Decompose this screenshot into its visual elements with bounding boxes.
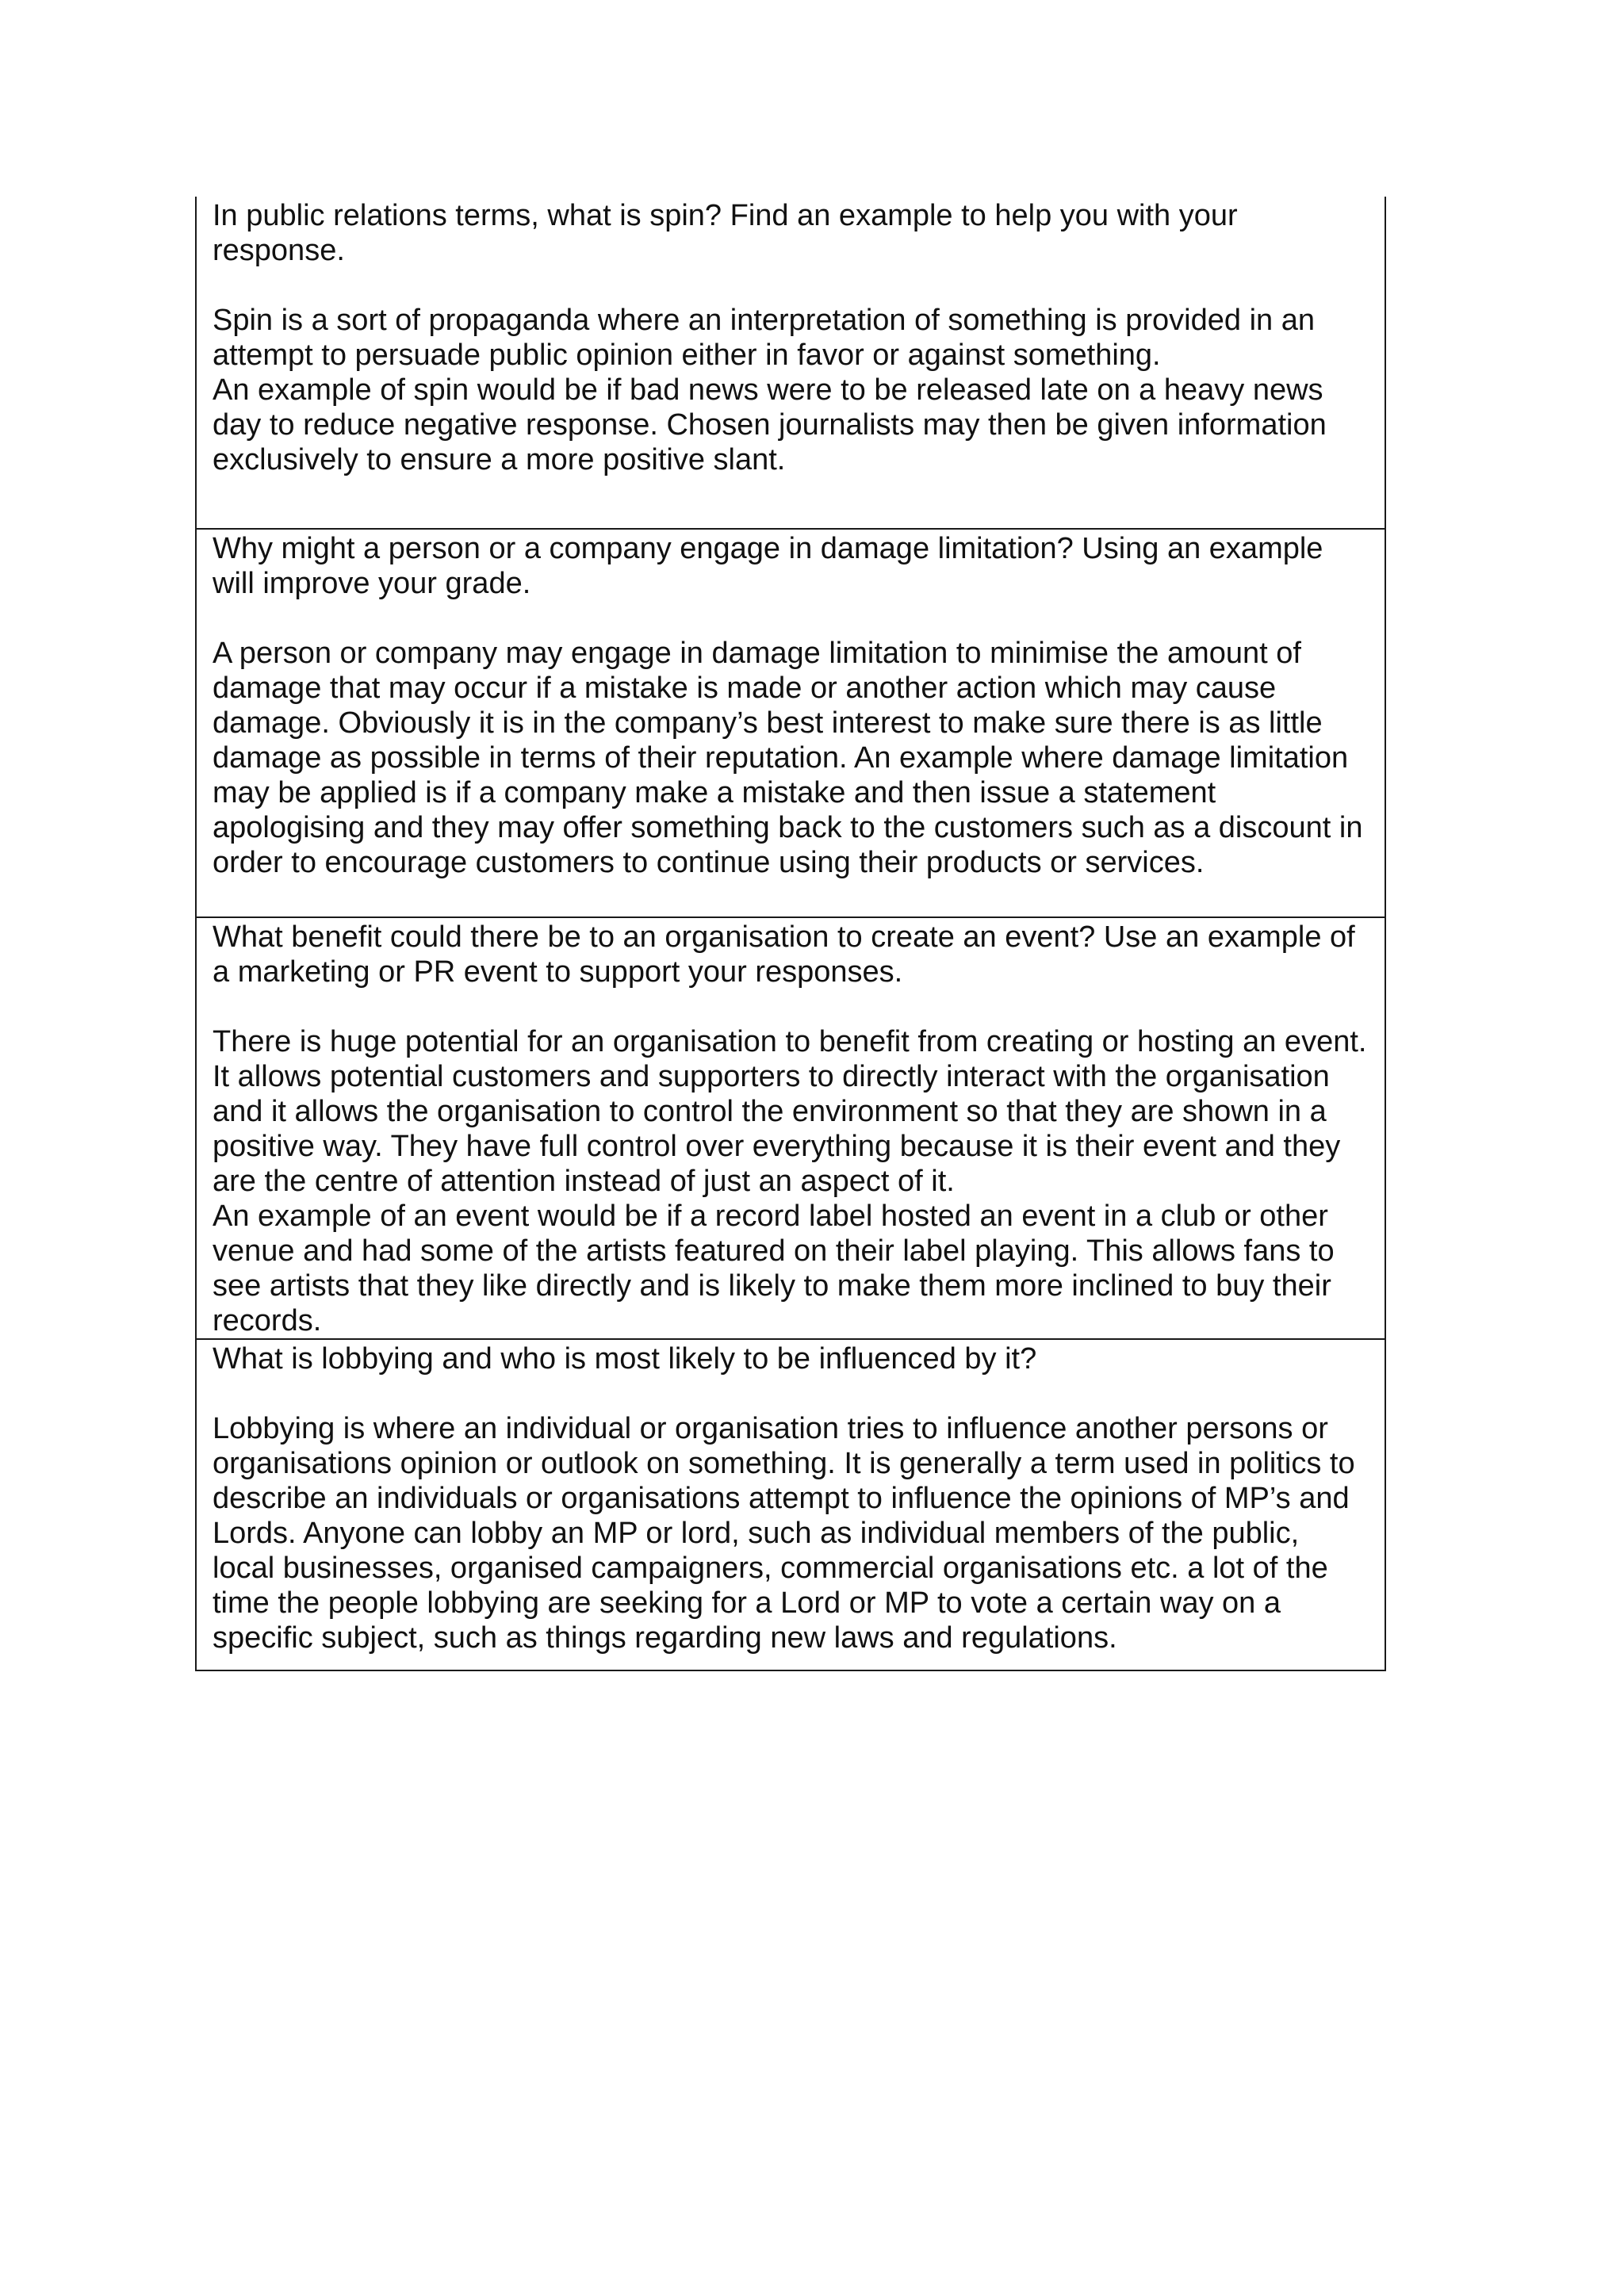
answer-text: There is huge potential for an organisation to benefit from creating or hosting an event. It allows potential customers and supporters to directly interact with the organisation and it allows the organisation to control the environment so that they are shown in a positive way. They have full control over everything because it is their event and they are the centre of attention instead of just an aspect of it. An example of an event would be if a record label hosted an event in a club or other venue and had some of the artists featured on their label playing. This allows fans to see artists that they like directly and is likely to make them more inclined to buy their records.	[213, 1025, 1367, 1337]
question-text: What is lobbying and who is most likely to be influenced by it?	[213, 1342, 1037, 1376]
question-text: In public relations terms, what is spin? Find an example to help you with your response.	[213, 199, 1238, 267]
qa-table	[195, 197, 1386, 1671]
question-text: What benefit could there be to an organisation to create an event? Use an example of a marketing or PR event to support your responses.	[213, 920, 1355, 989]
answer-text: A person or company may engage in damage limitation to minimise the amount of damage that may occur if a mistake is made or another action which may cause damage. Obviously it is in the company’s best interest to make sure there is as little damage as possible in terms of their reputation. An example where damage limitation may be applied is if a company make a mistake and then issue a statement apologising and they may offer something back to the customers such as a discount in order to encourage customers to continue using their products or services.	[213, 637, 1363, 879]
qa-row-event	[197, 916, 1385, 1338]
answer-text: Spin is a sort of propaganda where an interpretation of something is provided in an attempt to persuade public opinion either in favor or against something. An example of spin would be if bad news were to be released late on a heavy news day to reduce negative response. Chosen journalists may then be given information exclusively to ensure a more positive slant.	[213, 304, 1327, 476]
qa-row-lobbying	[197, 1338, 1385, 1670]
answer-text: Lobbying is where an individual or organisation tries to influence another persons or organisations opinion or outlook on something. It is generally a term used in politics to describe an individuals or organisations attempt to influence the opinions of MP’s and Lords. Anyone can lobby an MP or lord, such as individual members of the public, local businesses, organised campaigners, commercial organisations etc. a lot of the time the people lobbying are seeking for a Lord or MP to vote a certain way on a specific subject, such as things regarding new laws and regulations.	[213, 1412, 1355, 1655]
qa-row-spin	[197, 197, 1385, 528]
qa-row-damage-limitation	[197, 528, 1385, 916]
question-text: Why might a person or a company engage in damage limitation? Using an example will improve your grade.	[213, 532, 1323, 600]
